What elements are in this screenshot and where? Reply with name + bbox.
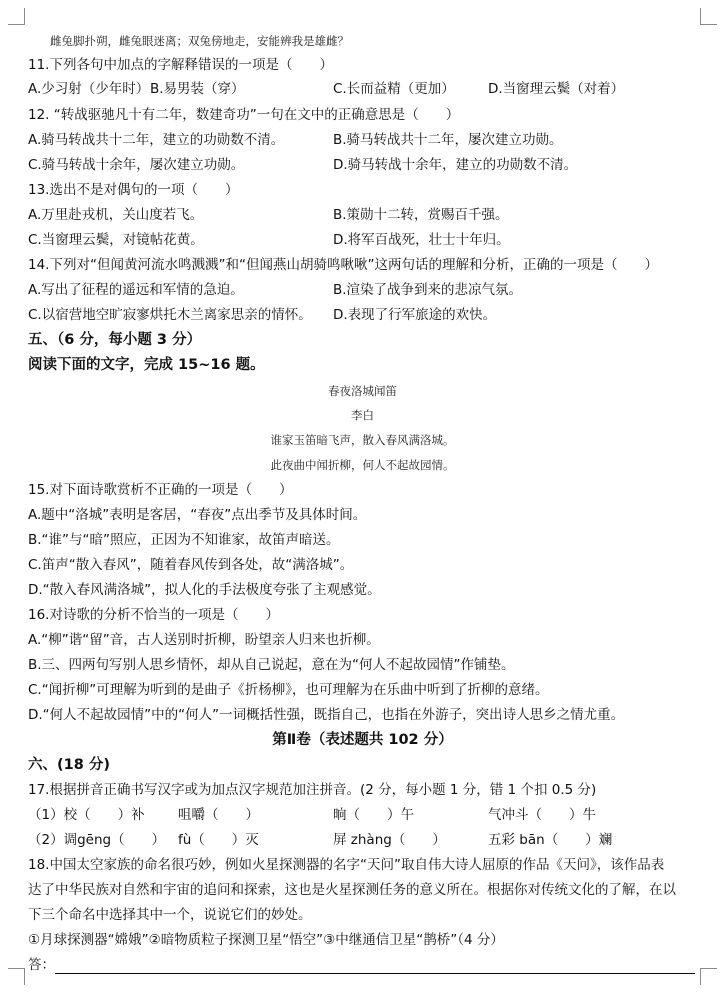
q14-option-c: C.以宿营地空旷寂寥烘托木兰离家思亲的情怀。	[28, 307, 312, 323]
q17-item-2-1: （2）调gēng（ ）	[28, 832, 166, 848]
q17-item-1-1: （1）校（ ）补	[28, 807, 145, 823]
q14-options-ab	[28, 281, 700, 299]
q11-option-a: A.少习射（少年时）	[28, 81, 150, 97]
top-poem-line: 雌兔脚扑朔，雌兔眼迷离；双兔傍地走，安能辨我是雄雌？	[50, 34, 349, 48]
q12-option-d: D.骑马转战十余年，建立的功勋数不清。	[333, 157, 578, 173]
q15-option-c: C.笛声“散入春风”，随着春风传到各处，故“满洛城”。	[28, 557, 354, 573]
q15-option-b: B.“谁”与“暗”照应，正因为不知谁家，故笛声暗送。	[28, 532, 340, 548]
q13-option-a: A.万里赴戎机，关山度若飞。	[28, 207, 204, 223]
q18-answer-label: 答：	[28, 957, 55, 973]
q11-stem: 11.下列各句中加点的字解释错误的一项是（ ）	[28, 57, 333, 73]
q13-option-d: D.将军百战死，壮士十年归。	[333, 232, 510, 248]
q15-option-d: D.“散入春风满洛城”，拟人化的手法极度夸张了主观感觉。	[28, 582, 381, 598]
q13-option-c: C.当窗理云鬓，对镜帖花黄。	[28, 232, 204, 248]
q17-item-1-3: 晌（ ）午	[333, 807, 414, 823]
corner-mark-bottom-left	[8, 968, 25, 985]
q18-line-2: 达了中华民族对自然和宇宙的追问和探索，这也是火星探测任务的意义所在。根据你对传统文化的了解，在以	[28, 882, 676, 898]
q12-option-a: A.骑马转战共十二年，建立的功勋数不清。	[28, 132, 285, 148]
corner-mark-top-left	[8, 8, 25, 25]
q12-options-cd	[28, 156, 700, 174]
q18-answer-line[interactable]	[55, 959, 695, 974]
q17-item-2-4: 五彩 bān（ ）斓	[488, 832, 613, 848]
section5-instruction: 阅读下面的文字，完成 15~16 题。	[28, 357, 265, 373]
q14-option-a: A.写出了征程的遥远和军情的急迫。	[28, 282, 244, 298]
q12-option-b: B.骑马转战共十二年，屡次建立功勋。	[333, 132, 563, 148]
q17-stem: 17.根据拼音正确书写汉字或为加点汉字规范加注拼音。(2 分，每小题 1 分，错 1 个扣 0.5 分)	[28, 782, 597, 798]
q12-option-c: C.骑马转战十余年，屡次建立功勋。	[28, 157, 245, 173]
q13-option-b: B.策勋十二转，赏赐百千强。	[333, 207, 509, 223]
section5-title: 五、（6 分，每小题 3 分）	[28, 332, 202, 348]
poem-title: 春夜洛城闻笛	[328, 384, 397, 398]
q17-item-1-2: 咀嚼（ ）	[178, 807, 259, 823]
q12-stem: 12. “转战驱驰凡十有二年，数建奇功”一句在文中的正确意思是（ ）	[28, 107, 460, 123]
q18-options: ①月球探测器“嫦娥”②暗物质粒子探测卫星“悟空”③中继通信卫星“鹊桥”（4 分）	[28, 932, 504, 948]
q17-item-1-4: 气冲斗（ ）牛	[488, 807, 596, 823]
q16-option-d: D.“何人不起故园情”中的“何人”一词概括性强，既指自己，也指在外游子，突出诗人思乡之情尤重。	[28, 707, 625, 723]
q16-option-c: C.“闻折柳”可理解为听到的是曲子《折杨柳》，也可理解为在乐曲中听到了折柳的意绪。	[28, 682, 549, 698]
q11-option-b: B.易男装（穿）	[150, 81, 245, 97]
q11-option-c: C.长而益精（更加）	[333, 81, 455, 97]
q17-row-2	[28, 831, 700, 849]
part2-title: 第Ⅱ卷（表述题共 102 分）	[272, 732, 453, 748]
section6-title: 六、(18 分)	[28, 757, 110, 773]
q17-item-2-2: fù（ ）灭	[178, 832, 259, 848]
q16-stem: 16.对诗歌的分析不恰当的一项是（ ）	[28, 607, 279, 623]
corner-mark-top-right	[700, 8, 717, 25]
q16-option-a: A.“柳”谐“留”音，古人送别时折柳，盼望亲人归来也折柳。	[28, 632, 380, 648]
q18-line-3: 下三个命名中选择其中一个，说说它们的妙处。	[28, 907, 312, 923]
q14-option-b: B.渲染了战争到来的悲凉气氛。	[333, 282, 523, 298]
q13-stem: 13.选出不是对偶句的一项（ ）	[28, 182, 239, 198]
q17-item-2-3: 屏 zhàng（ ）	[333, 832, 446, 848]
q16-option-b: B.三、四两句写别人思乡情怀，却从自己说起，意在为“何人不起故园情”作铺垫。	[28, 657, 515, 673]
q18-line-1: 18.中国太空家族的命名很巧妙，例如火星探测器的名字“天问”取自伟大诗人屈原的作品《天问》，该作品表	[28, 857, 665, 873]
corner-mark-bottom-right	[700, 968, 717, 985]
q18-answer-row	[28, 956, 700, 974]
q14-options-cd	[28, 306, 700, 324]
q13-options-ab	[28, 206, 700, 224]
poem-line-1: 谁家玉笛暗飞声，散入春风满洛城。	[270, 433, 455, 447]
q11-options	[28, 80, 700, 98]
q15-stem: 15.对下面诗歌赏析不正确的一项是（ ）	[28, 482, 293, 498]
q17-row-1	[28, 806, 700, 824]
q14-stem: 14.下列对“但闻黄河流水鸣溅溅”和“但闻燕山胡骑鸣啾啾”这两句话的理解和分析，正确的一项是（ ）	[28, 257, 658, 273]
q11-option-d: D.当窗理云鬓（对着）	[488, 81, 625, 97]
q15-option-a: A.题中“洛城”表明是客居，“春夜”点出季节及具体时间。	[28, 507, 367, 523]
q13-options-cd	[28, 231, 700, 249]
q14-option-d: D.表现了行军旅途的欢快。	[333, 307, 497, 323]
poem-line-2: 此夜曲中闻折柳，何人不起故园情。	[270, 458, 455, 472]
q12-options-ab	[28, 131, 700, 149]
poem-author: 李白	[351, 408, 374, 422]
